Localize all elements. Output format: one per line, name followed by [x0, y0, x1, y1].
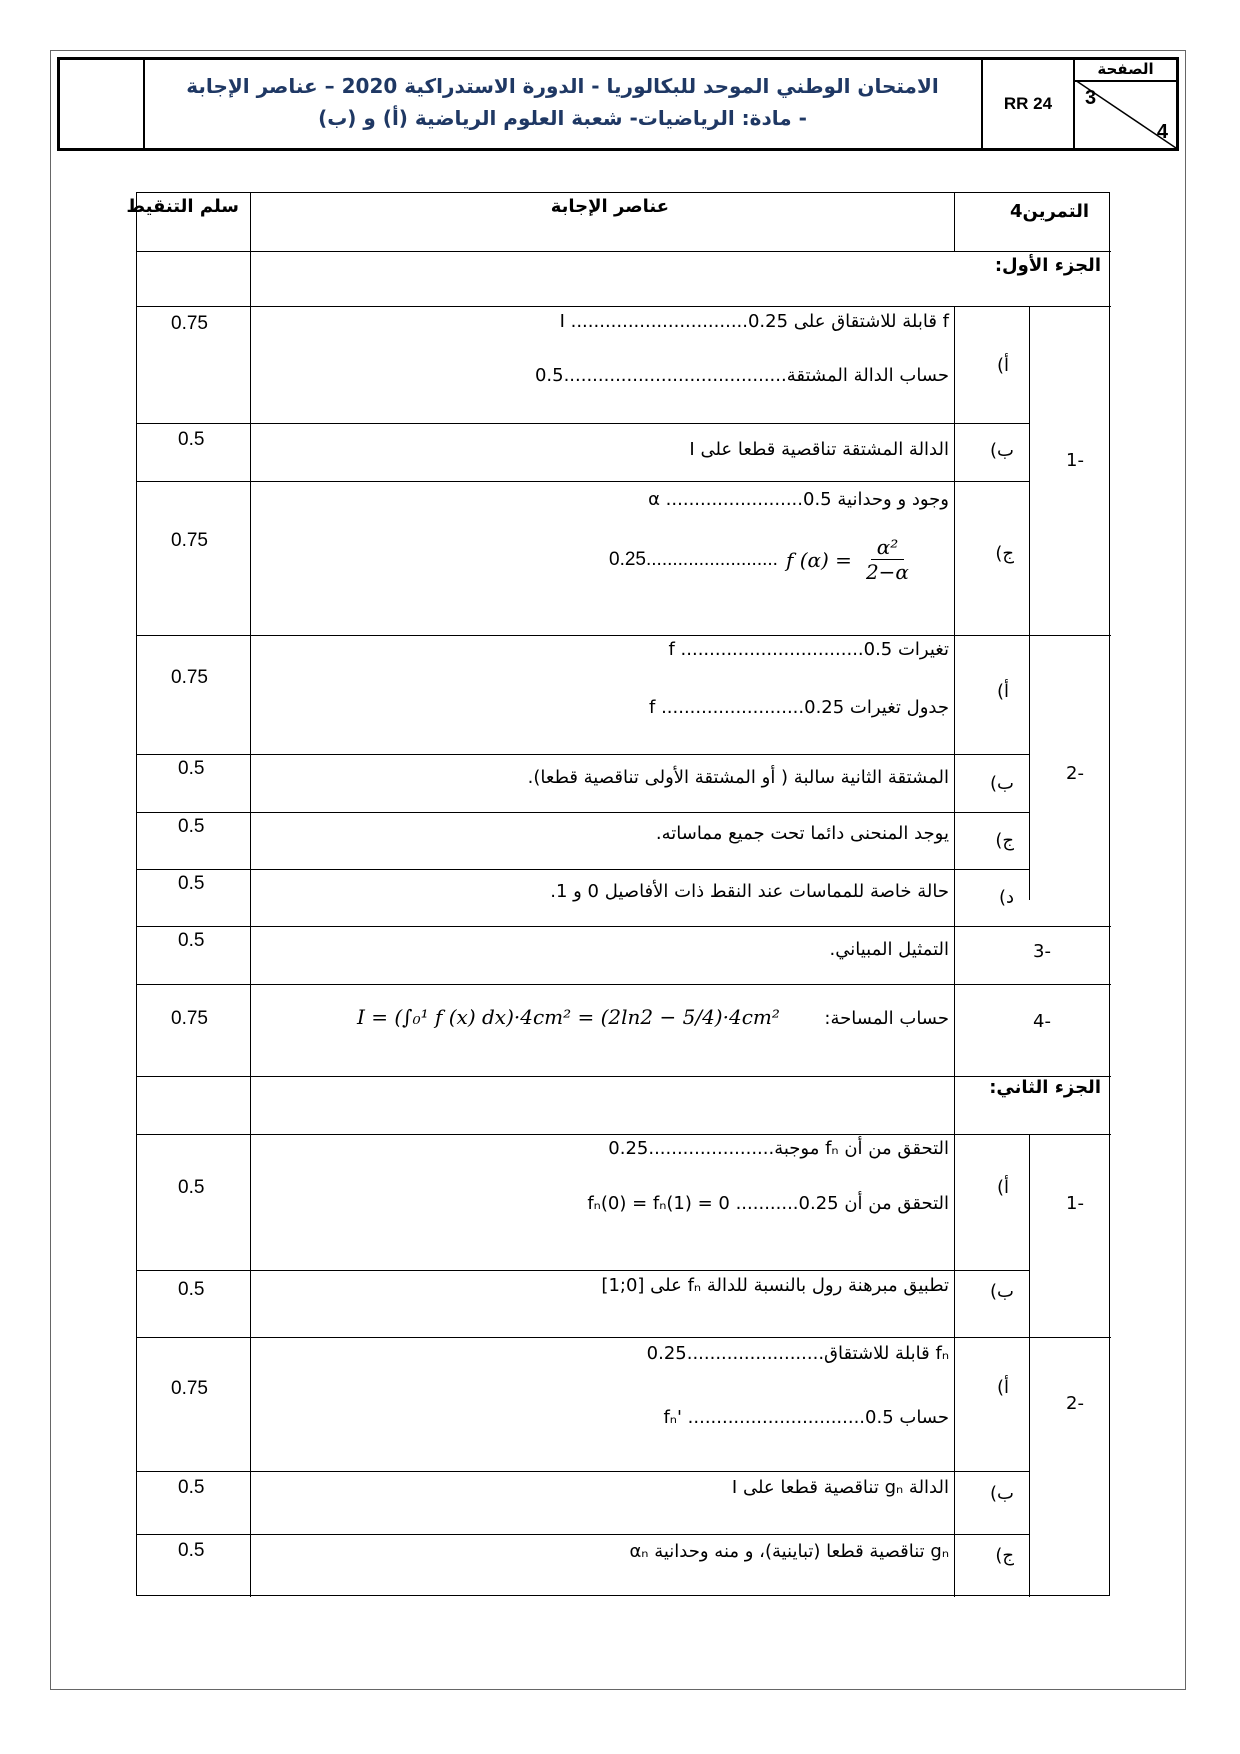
page-number-box	[1075, 60, 1176, 148]
score: 0.5	[178, 816, 205, 837]
answer-line: التمثيل المبياني.	[829, 939, 949, 960]
sub-label: أ)	[996, 681, 1009, 702]
answer-line: حالة خاصة للمماسات عند النقط ذات الأفاصيل 0 و 1.	[550, 881, 949, 902]
fraction	[860, 535, 915, 584]
answer-line: fₙ قابلة للاشتقاق........................0.25	[646, 1343, 949, 1364]
answer-table	[126, 192, 1110, 1596]
col-answers-header: عناصر الإجابة	[550, 196, 669, 217]
score: 0.5	[178, 1177, 205, 1198]
question-number: -1	[1066, 450, 1084, 471]
col-line-sub	[1029, 1134, 1030, 1597]
sub-label: ب)	[990, 1281, 1014, 1302]
answer-line: تغيرات f ................................0.5	[668, 639, 949, 660]
row-line	[137, 1471, 1029, 1472]
title-line-2: - مادة: الرياضيات- شعبة العلوم الرياضية (أ) و (ب)	[318, 106, 807, 130]
row-line	[137, 1076, 1111, 1077]
header-divider	[143, 60, 145, 148]
score: 0.75	[171, 313, 208, 334]
page-label: الصفحة	[1075, 60, 1176, 82]
alpha-formula-line	[609, 535, 915, 584]
score: 0.5	[178, 873, 205, 894]
row-line	[137, 926, 1111, 927]
answer-line: f قابلة للاشتقاق على I ...............................0.25	[559, 311, 949, 332]
row-line	[137, 1337, 1111, 1338]
part2-heading: الجزء الثاني:	[989, 1077, 1101, 1098]
answer-line: الدالة المشتقة تناقصية قطعا على I	[689, 439, 949, 460]
row-line	[137, 1270, 1029, 1271]
sub-label: ج)	[995, 543, 1014, 564]
row-line	[137, 635, 1111, 636]
points-dots: 0.25.........................	[609, 548, 778, 570]
question-number: -4	[1033, 1011, 1051, 1032]
row-line	[137, 423, 1029, 424]
row-line	[137, 1534, 1029, 1535]
area-label: حساب المساحة:	[824, 1008, 949, 1029]
col-exercise-header: التمرين4	[1009, 201, 1089, 222]
col-line-score	[250, 193, 251, 1597]
answer-line: التحقق من أن fₙ(0) = fₙ(1) = 0 ...........0.25	[587, 1193, 949, 1214]
score: 0.5	[178, 758, 205, 779]
question-number: -2	[1066, 1393, 1084, 1414]
row-line	[137, 1134, 1111, 1135]
answer-line: حساب fₙ' ...............................0.5	[663, 1407, 949, 1428]
sub-label: ج)	[995, 830, 1014, 851]
sub-label: ب)	[990, 1483, 1014, 1504]
score: 0.5	[178, 1540, 205, 1561]
sub-label: أ)	[996, 1177, 1009, 1198]
score: 0.5	[178, 429, 205, 450]
row-line	[137, 251, 1111, 252]
question-number: -2	[1066, 763, 1084, 784]
row-line	[137, 869, 1029, 870]
title-line-1: الامتحان الوطني الموحد للبكالوريا - الدورة الاستدراكية 2020 – عناصر الإجابة	[186, 74, 939, 98]
denominator: 2−α	[865, 560, 909, 584]
answer-line: الدالة gₙ تناقصية قطعا على I	[731, 1477, 949, 1498]
answer-line: وجود و وحدانية α ........................0.5	[648, 489, 949, 510]
exam-code: RR 24	[1003, 94, 1053, 113]
sub-label: ب)	[990, 773, 1014, 794]
sub-label: أ)	[996, 355, 1009, 376]
exam-title	[145, 60, 980, 148]
col-line-sub	[1029, 306, 1030, 900]
answer-line: يوجد المنحنى دائما تحت جميع مماساته.	[655, 823, 949, 844]
answer-line: التحقق من أن fₙ موجبة......................0.25	[608, 1138, 949, 1159]
score: 0.5	[178, 1477, 205, 1498]
area-formula: I = (∫₀¹ f (x) dx)·4cm² = (2ln2 − 5/4)·4cm²	[357, 1005, 780, 1029]
score: 0.75	[171, 1008, 208, 1029]
answer-line: gₙ تناقصية قطعا (تباينية)، و منه وحدانية αₙ	[629, 1541, 949, 1562]
score: 0.75	[171, 667, 208, 688]
page-total: 4	[1156, 121, 1168, 143]
answer-line: المشتقة الثانية سالبة ( أو المشتقة الأولى تناقصية قطعا).	[527, 767, 949, 788]
header-divider	[981, 60, 983, 148]
page-current: 3	[1085, 87, 1097, 109]
row-line	[137, 481, 1029, 482]
answer-line: جدول تغيرات f .........................0.25	[649, 697, 949, 718]
f-alpha: f (α) =	[785, 547, 852, 572]
question-number: -1	[1066, 1193, 1084, 1214]
score: 0.75	[171, 530, 208, 551]
row-line	[137, 754, 1029, 755]
header-divider	[1073, 60, 1075, 148]
col-score-header: سلم التنقيط	[126, 196, 239, 217]
numerator: α²	[871, 535, 905, 560]
part1-heading: الجزء الأول:	[994, 255, 1101, 276]
question-number: -3	[1033, 941, 1051, 962]
row-line	[137, 812, 1029, 813]
exam-header	[57, 57, 1179, 151]
row-line	[137, 306, 1111, 307]
col-line-answers	[954, 193, 955, 251]
sub-label: ج)	[995, 1545, 1014, 1566]
row-line	[137, 984, 1111, 985]
answer-line: تطبيق مبرهنة رول بالنسبة للدالة fₙ على [0;1]	[601, 1275, 949, 1296]
answer-line: حساب الدالة المشتقة.......................................0.5	[534, 365, 949, 386]
sub-label: د)	[998, 887, 1014, 908]
col-line-answers	[954, 1134, 955, 1597]
score: 0.5	[178, 930, 205, 951]
col-line-answers	[954, 306, 955, 1135]
sub-label: ب)	[990, 440, 1014, 461]
score: 0.5	[178, 1279, 205, 1300]
score: 0.75	[171, 1378, 208, 1399]
sub-label: أ)	[996, 1377, 1009, 1398]
